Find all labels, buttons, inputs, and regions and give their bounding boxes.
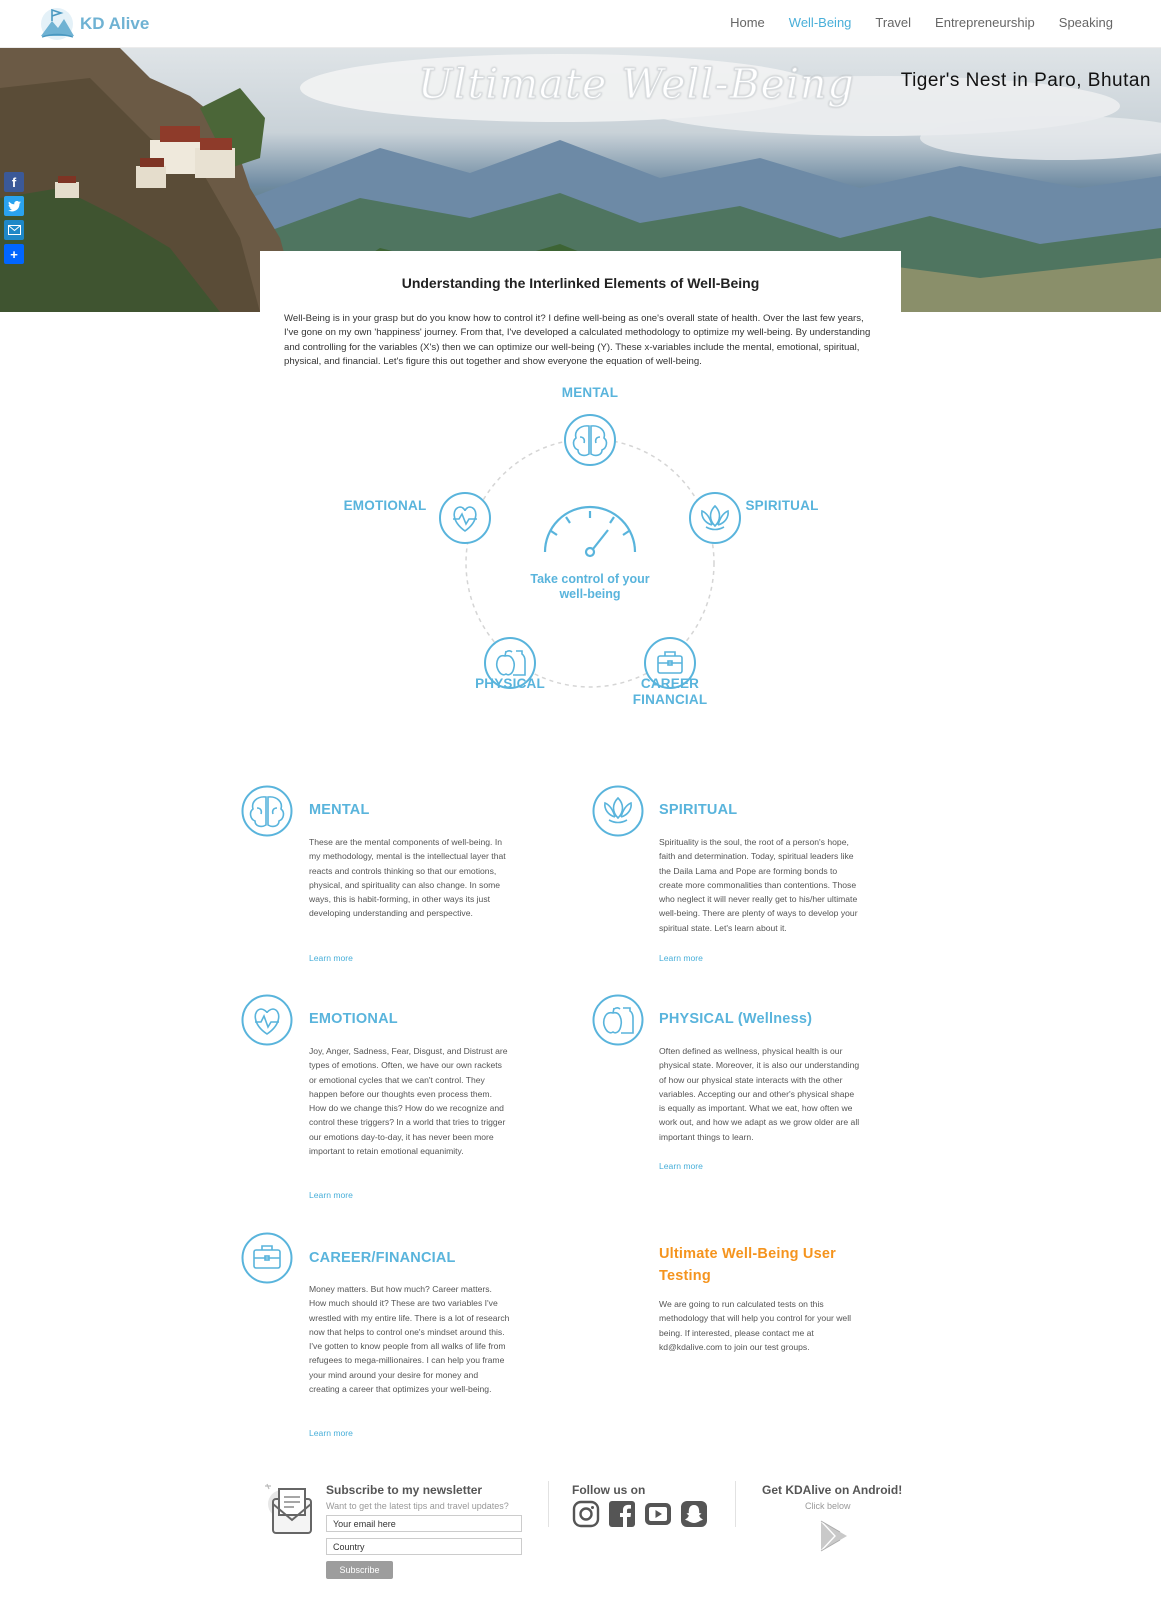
section-career-learn-more[interactable]: Learn more bbox=[309, 1428, 353, 1438]
section-physical-learn-more[interactable]: Learn more bbox=[659, 1161, 703, 1171]
diagram-label-career-line1: CAREER bbox=[640, 676, 700, 691]
section-testing-title: Ultimate Well-Being User Testing bbox=[659, 1246, 836, 1284]
section-emotional-title: EMOTIONAL bbox=[309, 1011, 398, 1027]
well-being-diagram bbox=[0, 380, 1161, 730]
main-nav bbox=[730, 15, 1113, 30]
section-emotional-text: Joy, Anger, Sadness, Fear, Disgust, and Distrust are types of emotions. Often, we have our own rackets or emotional cycles that we can't control. They happen before our thoughts even process them. How do we change this? How do we recognize and control these triggers? In a world that tries to trigger our emotions day-to-day, it has never been more important to retain emotional equanimity. bbox=[309, 1046, 508, 1157]
site-logo[interactable] bbox=[38, 6, 149, 42]
youtube-icon[interactable] bbox=[644, 1500, 672, 1528]
newsletter-email-input[interactable]: Your email here bbox=[326, 1515, 522, 1532]
intro-body: Well-Being is in your grasp but do you know how to control it? I define well-being as one's overall state of health. Over the last few years, I've gone on my own 'happiness' journey. From that, I've developed a calculated methodology to optimize my well-being. By understanding and controlling for the variables (X's) then we can optimize our well-being (Y). These x-variables include the mental, emotional, spiritual, physical, and financial. Let's figure this out together and show everyone the equation of well-being. bbox=[284, 313, 871, 367]
newsletter-title: Subscribe to my newsletter bbox=[326, 1483, 483, 1497]
twitter-icon[interactable] bbox=[4, 196, 24, 216]
heart-pulse-icon bbox=[241, 994, 293, 1046]
intro-title: Understanding the Interlinked Elements of Well-Being bbox=[401, 275, 760, 291]
facebook-icon[interactable]: f bbox=[4, 172, 24, 192]
speedometer-icon bbox=[545, 507, 635, 556]
nav-home[interactable]: Home bbox=[730, 15, 765, 30]
section-testing-text: We are going to run calculated tests on this methodology that will help you control for your well being. If interested, please contact me at kd@kdalive.com to join our test groups. bbox=[659, 1299, 852, 1352]
social-links bbox=[572, 1500, 708, 1528]
diagram-label-spiritual: SPIRITUAL bbox=[745, 498, 819, 513]
instagram-icon[interactable] bbox=[572, 1500, 600, 1528]
briefcase-icon bbox=[241, 1232, 293, 1284]
email-icon[interactable] bbox=[4, 220, 24, 240]
follow-title: Follow us on bbox=[572, 1483, 646, 1497]
section-physical-text: Often defined as wellness, physical health is our physical state. Moreover, it is also our understanding of how our physical state interacts with the other variables. Accepting our and other's physical shape is equally as important. What we eat, how often we work out, and how we adapt as we grow older are all important things to learn. bbox=[659, 1046, 860, 1142]
section-mental-text: These are the mental components of well-being. In my methodology, mental is the intellectual layer that reacts and controls thinking so that our emotions, physical, and spirituality can also change. In some ways, this is habit-forming, in other ways its just developing understanding and perspective. bbox=[309, 837, 506, 919]
intro-card bbox=[260, 251, 901, 369]
share-bar bbox=[4, 172, 24, 264]
top-navigation-bar bbox=[0, 0, 1161, 48]
section-spiritual-title: SPIRITUAL bbox=[659, 802, 738, 818]
section-career-text: Money matters. But how much? Career matters. How much should it? These are two variables I've wrestled with my entire life. There is a lot of research now that helps to control one's mindset around this. I've gotten to know people from all walks of life from refugees to mega-millionaires. I can help you frame your mind around your desire for money and creating a career that optimizes your well-being. bbox=[309, 1284, 510, 1395]
section-physical-title: PHYSICAL (Wellness) bbox=[659, 1011, 813, 1027]
lotus-icon bbox=[592, 785, 644, 837]
diagram-label-mental: MENTAL bbox=[561, 385, 619, 400]
android-subtitle: Click below bbox=[805, 1501, 851, 1511]
diagram-label-physical: PHYSICAL bbox=[475, 676, 545, 691]
section-mental-learn-more[interactable]: Learn more bbox=[309, 953, 353, 963]
snapchat-icon[interactable] bbox=[680, 1500, 708, 1528]
nav-well-being[interactable]: Well-Being bbox=[788, 15, 852, 30]
android-title: Get KDAlive on Android! bbox=[762, 1483, 903, 1497]
section-career-title: CAREER/FINANCIAL bbox=[309, 1250, 456, 1266]
footer-divider bbox=[735, 1481, 736, 1527]
apple-bottle-icon bbox=[592, 994, 644, 1046]
logo-mountain-icon bbox=[38, 6, 76, 42]
footer-divider bbox=[548, 1481, 549, 1527]
share-plus-icon[interactable]: + bbox=[4, 244, 24, 264]
brain-icon bbox=[241, 785, 293, 837]
logo-text: KD Alive bbox=[80, 14, 150, 33]
newsletter-country-input[interactable]: Country bbox=[326, 1538, 522, 1555]
subscribe-button[interactable]: Subscribe bbox=[326, 1561, 393, 1579]
hero-title: Ultimate Well-Being bbox=[418, 60, 855, 108]
hero-caption: Tiger's Nest in Paro, Bhutan bbox=[900, 70, 1151, 91]
nav-entrepreneurship[interactable]: Entrepreneurship bbox=[935, 15, 1035, 30]
diagram-label-career bbox=[625, 676, 715, 708]
section-mental-title: MENTAL bbox=[309, 802, 370, 818]
google-play-icon[interactable] bbox=[818, 1519, 850, 1553]
diagram-label-career-line2: FINANCIAL bbox=[632, 692, 708, 707]
nav-travel[interactable]: Travel bbox=[875, 15, 912, 30]
diagram-label-emotional: EMOTIONAL bbox=[343, 498, 427, 513]
section-emotional-learn-more[interactable]: Learn more bbox=[309, 1190, 353, 1200]
section-spiritual-text: Spirituality is the soul, the root of a person's hope, faith and determination. Today, spiritual leaders like the Daila Lama and Pope are forming bonds to create more commonalities than contentions. Those who neglect it will never really get to his/her ultimate well-being. There are plenty of ways to develop your spiritual state. Let's learn about it. bbox=[659, 837, 858, 933]
facebook-icon[interactable] bbox=[608, 1500, 636, 1528]
diagram-graphic bbox=[0, 380, 1161, 730]
newsletter-subtitle: Want to get the latest tips and travel updates? bbox=[326, 1501, 509, 1511]
newsletter-envelope-icon bbox=[264, 1480, 320, 1540]
nav-speaking[interactable]: Speaking bbox=[1058, 15, 1113, 30]
section-spiritual-learn-more[interactable]: Learn more bbox=[659, 953, 703, 963]
diagram-center-text: Take control of your well-being bbox=[530, 572, 650, 601]
